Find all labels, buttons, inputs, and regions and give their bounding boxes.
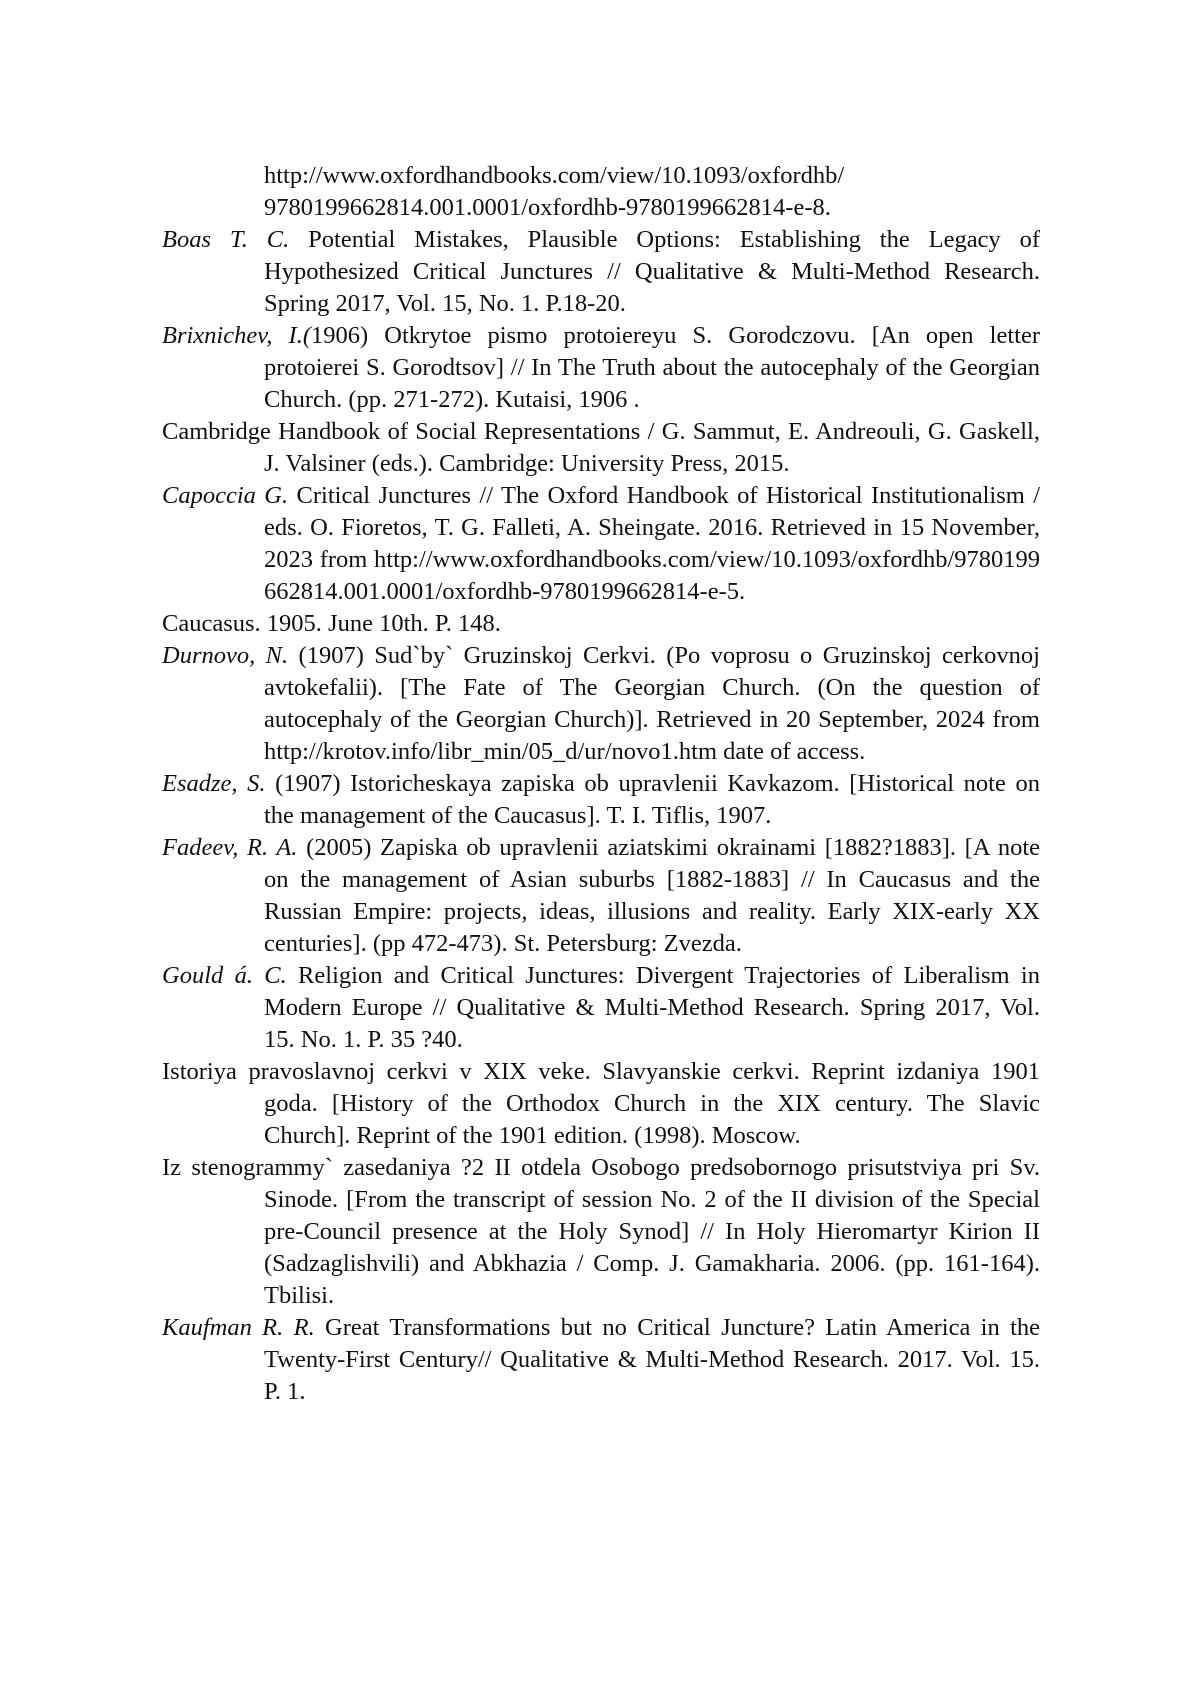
reference-entry-fadeev bbox=[162, 832, 1040, 960]
reference-list bbox=[162, 160, 1040, 1408]
reference-entry-iz-stenogrammy bbox=[162, 1152, 1040, 1312]
reference-text: Potential Mistakes, Plausible Options: Establishing the Legacy of Hypothesized Critical Junctures // Qualitative & Multi-Method Research. Spring 2017, Vol. 15, No. 1. P.18-20. bbox=[264, 226, 1040, 317]
reference-entry-istoriya bbox=[162, 1056, 1040, 1152]
reference-author: Brixnichev, I.( bbox=[162, 322, 311, 349]
reference-text: (1907) Sud`by` Gruzinskoj Cerkvi. (Po voprosu o Gruzinskoj cerkovnoj avtokefalii). [The Fate of The Georgian Church. (On the question of autocephaly of the Georgian Church)]. Retrieved in 20 September, 2024 from bbox=[264, 642, 1040, 733]
reference-text: Caucasus. 1905. June 10th. P. 148. bbox=[162, 610, 501, 637]
reference-url: http://www.oxfordhandbooks.com/view/10.1093/oxfordhb/9780199662814.001.0001/oxfordhb-9780199662814-e-5. bbox=[264, 546, 1040, 605]
reference-text: (2005) Zapiska ob upravlenii aziatskimi okrainami [1882?1883]. [A note on the management of Asian suburbs [1882-1883] // In Caucasus and the Russian Empire: projects, ideas, illusions and reality. Early XIX-early XX centuries]. (pp 472-473). St. Petersburg: Zvezda. bbox=[264, 834, 1040, 957]
leading-url-continuation bbox=[162, 160, 1040, 224]
reference-entry-cambridge-handbook bbox=[162, 416, 1040, 480]
reference-entry-gould bbox=[162, 960, 1040, 1056]
reference-author: Gould á. C. bbox=[162, 962, 287, 989]
reference-author: Boas T. C. bbox=[162, 226, 289, 253]
reference-entry-durnovo bbox=[162, 640, 1040, 768]
reference-author: Durnovo, N. bbox=[162, 642, 288, 669]
reference-text: Cambridge Handbook of Social Representations / G. Sammut, E. Andreouli, G. Gaskell, J. Valsiner (eds.). Cambridge: University Press, 2015. bbox=[162, 418, 1040, 477]
reference-text: (1907) Istoricheskaya zapiska ob upravlenii Kavkazom. [Historical note on the management of the Caucasus]. T. I. Tiflis, 1907. bbox=[264, 770, 1040, 829]
reference-text: Istoriya pravoslavnoj cerkvi v XIX veke. Slavyanskie cerkvi. Reprint izdaniya 1901 goda. [History of the Orthodox Church in the XIX century. The Slavic Church]. Reprint of the 1901 edition. (1998). Moscow. bbox=[162, 1058, 1040, 1149]
reference-text: Religion and Critical Junctures: Divergent Trajectories of Liberalism in Modern Europe // Qualitative & Multi-Method Research. Spring 2017, Vol. 15. No. 1. P. 35 ?40. bbox=[264, 962, 1040, 1053]
reference-author: Kaufman R. R. bbox=[162, 1314, 315, 1341]
reference-text: 1906) Otkrytoe pismo protoiereyu S. Gorodczovu. [An open letter protoierei S. Gorodtsov] // In The Truth about the autocephaly of the Georgian Church. (pp. 271-272). Kutaisi, 1906 . bbox=[264, 322, 1040, 413]
reference-text: Critical Junctures // The Oxford Handbook of Historical Institutionalism / eds. O. Fioretos, T. G. Falleti, A. Sheingate. 2016. Retrieved in 15 November, 2023 from bbox=[264, 482, 1040, 573]
reference-author: Capoccia G. bbox=[162, 482, 288, 509]
reference-author: Fadeev, R. A. bbox=[162, 834, 297, 861]
reference-entry-esadze bbox=[162, 768, 1040, 832]
url-line-1: http://www.oxfordhandbooks.com/view/10.1093/oxfordhb/ bbox=[264, 162, 844, 189]
reference-entry-caucasus bbox=[162, 608, 1040, 640]
url-line-2: 9780199662814.001.0001/oxfordhb-9780199662814-e-8. bbox=[264, 194, 831, 221]
reference-url: http://krotov.info/libr_min/05_d/ur/novo1.htm date of access. bbox=[264, 738, 865, 765]
reference-text: Great Transformations but no Critical Juncture? Latin America in the Twenty-First Century// Qualitative & Multi-Method Research. 2017. Vol. 15. P. 1. bbox=[264, 1314, 1040, 1405]
reference-entry-brixnichev bbox=[162, 320, 1040, 416]
reference-text: Iz stenogrammy` zasedaniya ?2 II otdela Osobogo predsobornogo prisutstviya pri Sv. Sinode. [From the transcript of session No. 2 of the II division of the Special pre-Council presence at the Holy Synod] // In Holy Hieromartyr Kirion II (Sadzaglishvili) and Abkhazia / Comp. J. Gamakharia. 2006. (pp. 161-164). Tbilisi. bbox=[162, 1154, 1040, 1309]
reference-entry-boas bbox=[162, 224, 1040, 320]
reference-author: Esadze, S. bbox=[162, 770, 266, 797]
reference-entry-kaufman bbox=[162, 1312, 1040, 1408]
reference-entry-capoccia bbox=[162, 480, 1040, 608]
